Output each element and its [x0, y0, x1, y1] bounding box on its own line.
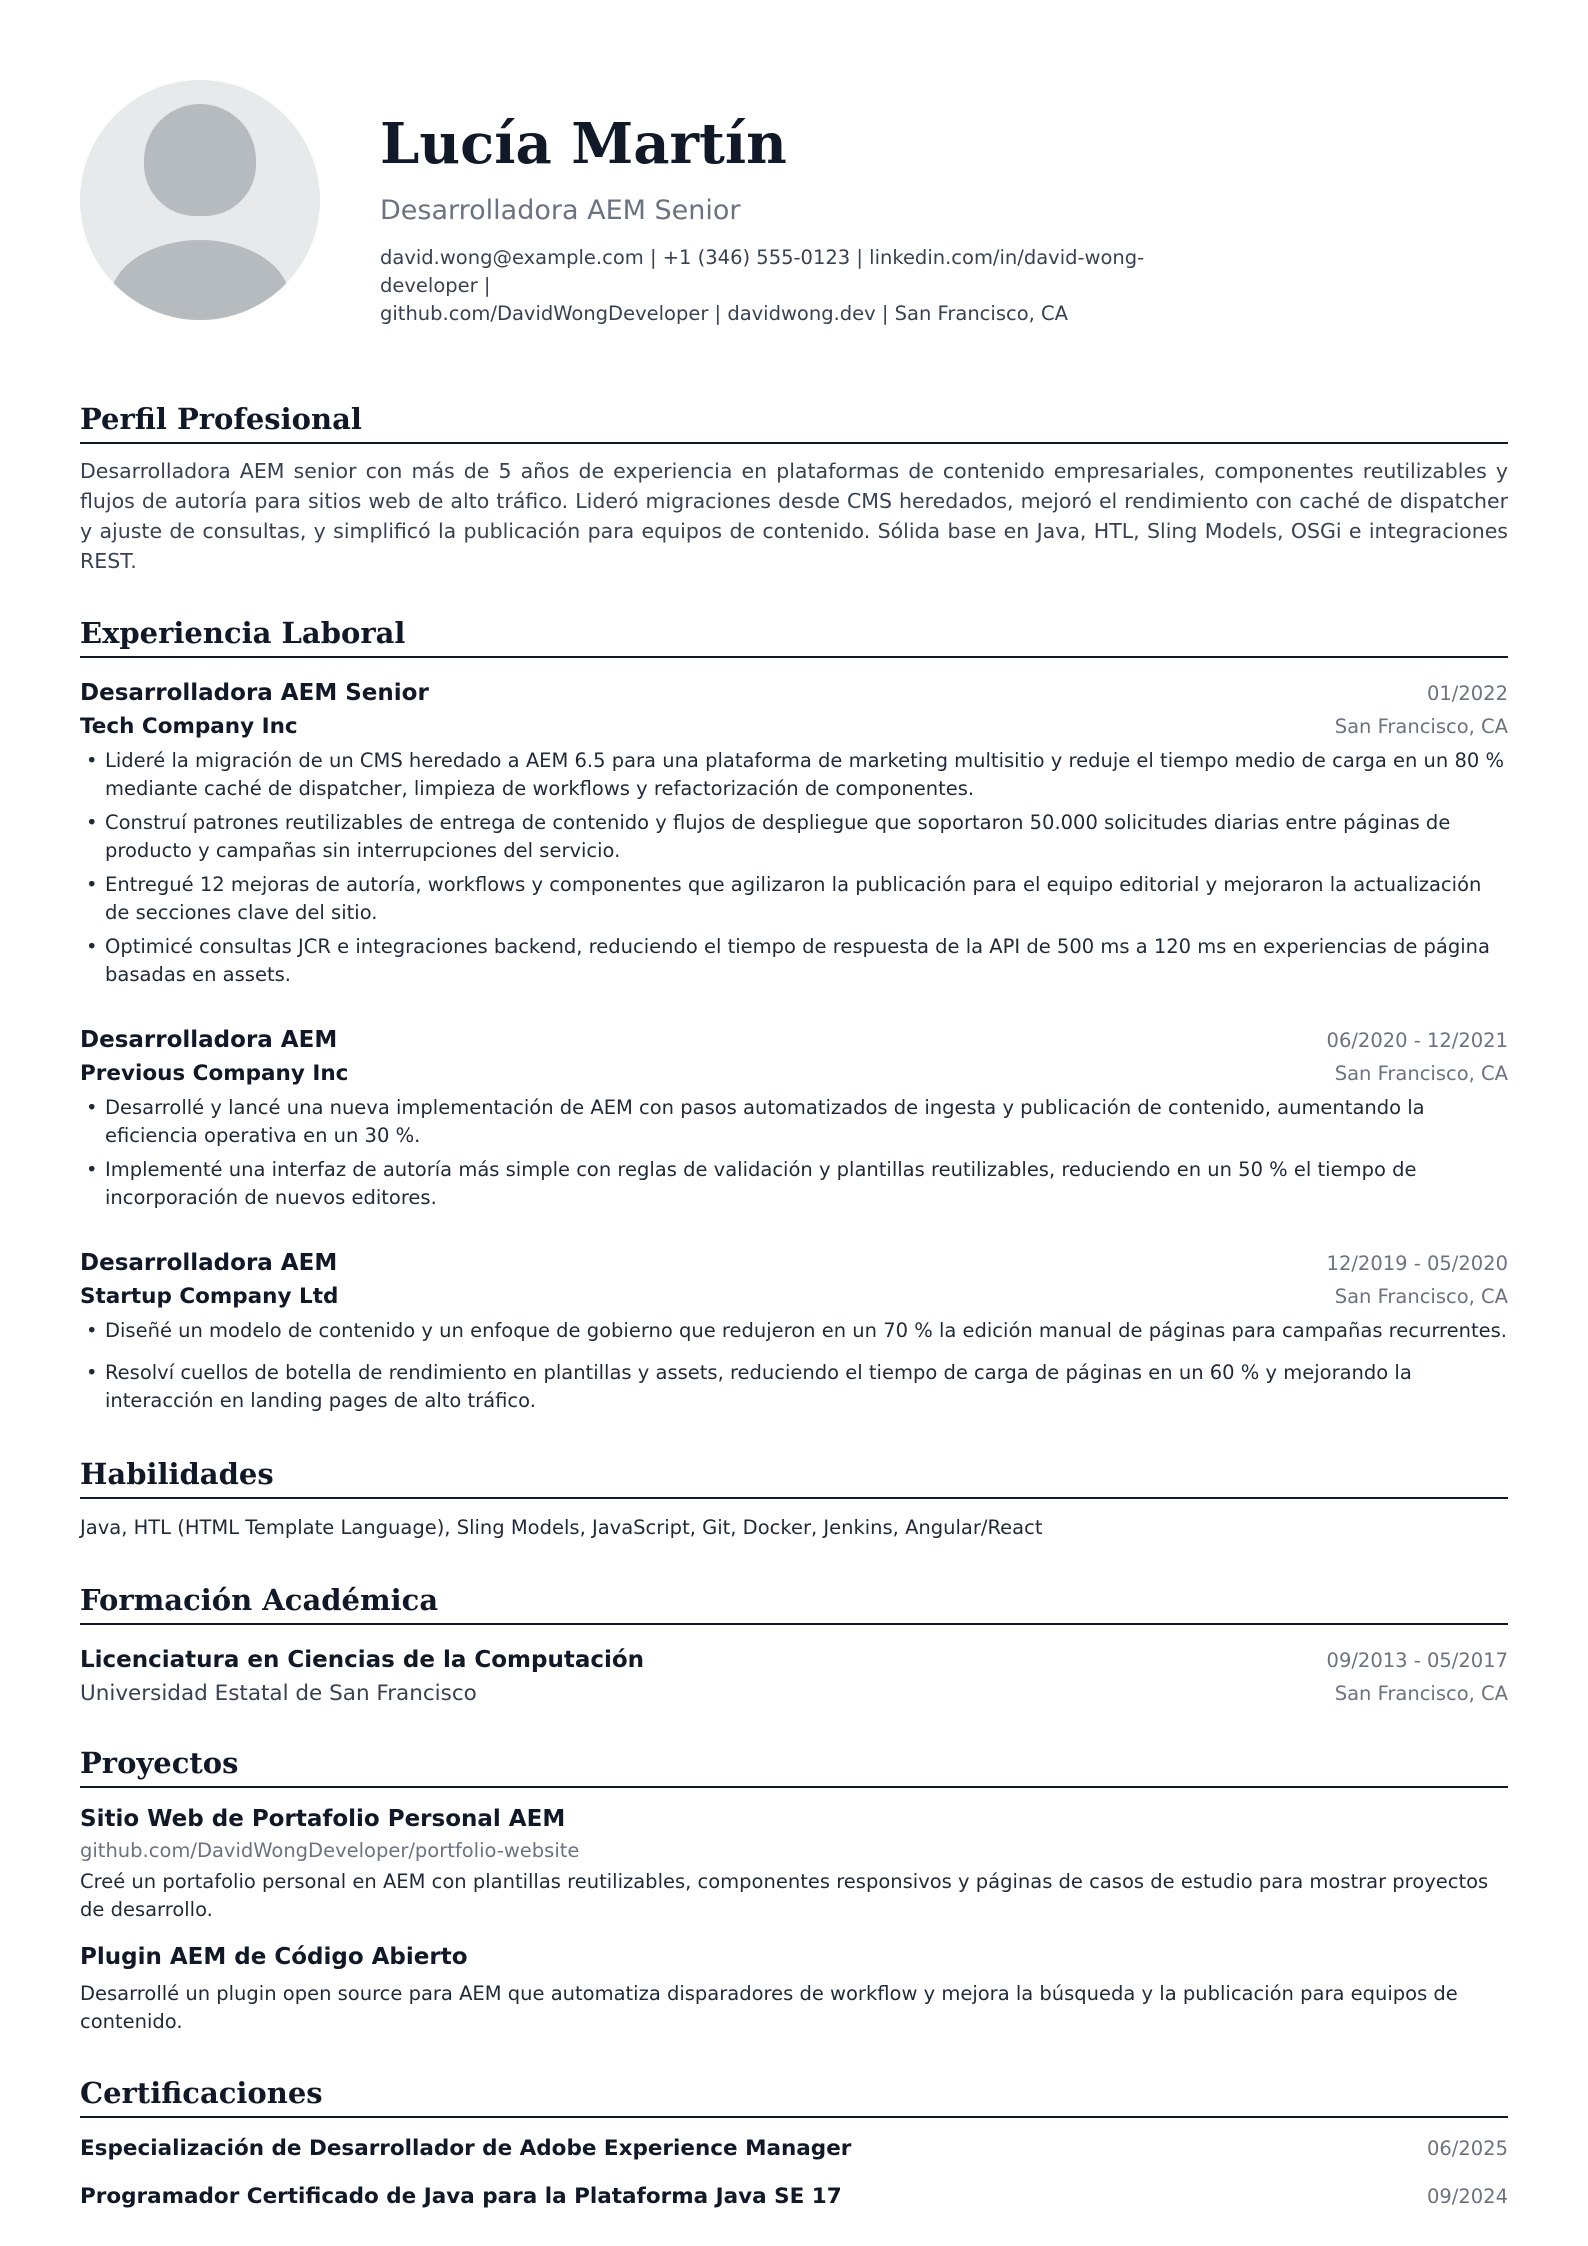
contact-info [380, 244, 1240, 328]
header-info [380, 108, 1508, 328]
education-entry [80, 1643, 1508, 1710]
job-company-row [80, 1281, 1508, 1313]
certification-date: 09/2024 [1426, 2185, 1508, 2208]
education-school-row [80, 1678, 1508, 1710]
person-role: Desarrolladora AEM Senior [380, 195, 741, 226]
project-entry [80, 1940, 1508, 2036]
list-item: • Optimicé consultas JCR e integraciones backend, reduciendo el tiempo de respuesta de la API de 500 ms a 120 ms en experiencias de página basadas en assets. [80, 933, 1508, 989]
job-date: 06/2020 - 12/2021 [1326, 1029, 1508, 1052]
certification-date: 06/2025 [1426, 2137, 1508, 2160]
project-link[interactable]: github.com/DavidWongDeveloper/portfolio-website [80, 1839, 580, 1862]
job-header-row [80, 1246, 1508, 1281]
section-title-projects: Proyectos [80, 1744, 1508, 1788]
list-item: • Diseñé un modelo de contenido y un enfoque de gobierno que redujeron en un 70 % la edición manual de páginas para campañas recurrentes. [80, 1317, 1508, 1345]
certification-name: Especialización de Desarrollador de Adobe Experience Manager [80, 2136, 852, 2161]
education-degree: Licenciatura en Ciencias de la Computación [80, 1647, 645, 1673]
avatar-head-shape [144, 104, 256, 216]
list-item: • Resolví cuellos de botella de rendimiento en plantillas y assets, reduciendo el tiempo de carga de páginas en un 60 % y mejorando la interacción en landing pages de alto tráfico. [80, 1359, 1508, 1415]
education-school: Universidad Estatal de San Francisco [80, 1681, 477, 1706]
person-name: Lucía Martín [380, 111, 787, 177]
job-date: 01/2022 [1426, 682, 1508, 705]
resume-page [80, 0, 1508, 2214]
section-title-certifications: Certificaciones [80, 2074, 1508, 2118]
project-description: Desarrollé un plugin open source para AEM que automatiza disparadores de workflow y mejora la búsqueda y la publicación para equipos de contenido. [80, 1982, 1458, 2033]
job-company: Tech Company Inc [80, 714, 298, 739]
projects-section [80, 1744, 1508, 2036]
list-item: • Lideré la migración de un CMS heredado a AEM 6.5 para una plataforma de marketing multisitio y reduje el tiempo medio de carga en un 80 % mediante caché de dispatcher, limpieza de workflows y refactorización de componentes. [80, 747, 1508, 803]
list-item: • Construí patrones reutilizables de entrega de contenido y flujos de despliegue que soportaron 50.000 solicitudes diarias entre páginas de producto y campañas sin interrupciones del servicio. [80, 809, 1508, 865]
job-location: San Francisco, CA [1334, 1062, 1508, 1085]
avatar-body-shape [110, 240, 290, 320]
list-item: • Entregué 12 mejoras de autoría, workflows y componentes que agilizaron la publicación para el equipo editorial y mejoraron la actualización de secciones clave del sitio. [80, 871, 1508, 927]
education-date: 09/2013 - 05/2017 [1326, 1649, 1508, 1672]
job-company-row [80, 711, 1508, 743]
job-company: Startup Company Ltd [80, 1284, 339, 1309]
job-company: Previous Company Inc [80, 1061, 349, 1086]
list-item: • Implementé una interfaz de autoría más simple con reglas de validación y plantillas reutilizables, reduciendo en un 50 % el tiempo de incorporación de nuevos editores. [80, 1156, 1508, 1212]
person-silhouette-icon [80, 80, 320, 320]
certification-entry [80, 2132, 1508, 2166]
section-title-education: Formación Académica [80, 1581, 1508, 1625]
certification-entry [80, 2180, 1508, 2214]
skills-section [80, 1455, 1508, 1543]
profile-summary: Desarrolladora AEM senior con más de 5 años de experiencia en plataformas de contenido empresariales, componentes reutilizables y flujos de autoría para sitios web de alto tráfico. Lideró migraciones desde CMS heredados, mejoró el rendimiento con caché de dispatcher y ajuste de consultas, y simplificó la publicación para equipos de contenido. Sólida base en Java, HTL, Sling Models, OSGi e integraciones REST. [80, 459, 1508, 573]
project-title: Sitio Web de Portafolio Personal AEM [80, 1806, 566, 1832]
job-entry [80, 1023, 1508, 1212]
section-title-skills: Habilidades [80, 1455, 1508, 1499]
job-entry [80, 1246, 1508, 1415]
job-location: San Francisco, CA [1334, 715, 1508, 738]
education-section [80, 1581, 1508, 1710]
resume-header [80, 0, 1508, 360]
job-bullets [80, 1317, 1508, 1415]
education-header-row [80, 1643, 1508, 1678]
job-location: San Francisco, CA [1334, 1285, 1508, 1308]
section-title-experience: Experiencia Laboral [80, 614, 1508, 658]
project-entry [80, 1802, 1508, 1924]
job-entry [80, 676, 1508, 989]
certification-name: Programador Certificado de Java para la Plataforma Java SE 17 [80, 2184, 842, 2209]
job-header-row [80, 1023, 1508, 1058]
skills-list: Java, HTL (HTML Template Language), Sling Models, JavaScript, Git, Docker, Jenkins, Angular/React [80, 1516, 1043, 1539]
profile-section [80, 400, 1508, 576]
job-bullets [80, 1094, 1508, 1212]
job-title: Desarrolladora AEM Senior [80, 680, 429, 706]
job-title: Desarrolladora AEM [80, 1250, 338, 1276]
project-description: Creé un portafolio personal en AEM con plantillas reutilizables, componentes responsivos y páginas de casos de estudio para mostrar proyectos de desarrollo. [80, 1870, 1489, 1921]
education-location: San Francisco, CA [1334, 1682, 1508, 1705]
job-company-row [80, 1058, 1508, 1090]
certifications-section [80, 2074, 1508, 2214]
list-item: • Desarrollé y lancé una nueva implementación de AEM con pasos automatizados de ingesta y publicación de contenido, aumentando la eficiencia operativa en un 30 %. [80, 1094, 1508, 1150]
job-title: Desarrolladora AEM [80, 1027, 338, 1053]
project-title: Plugin AEM de Código Abierto [80, 1944, 468, 1970]
job-date: 12/2019 - 05/2020 [1326, 1252, 1508, 1275]
contact-line-2: github.com/DavidWongDeveloper | davidwong.dev | San Francisco, CA [380, 302, 1068, 325]
job-bullets [80, 747, 1508, 989]
section-title-profile: Perfil Profesional [80, 400, 1508, 444]
experience-section [80, 614, 1508, 1415]
job-header-row [80, 676, 1508, 711]
contact-line-1: david.wong@example.com | +1 (346) 555-0123 | linkedin.com/in/david-wong-developer | [380, 246, 1145, 297]
